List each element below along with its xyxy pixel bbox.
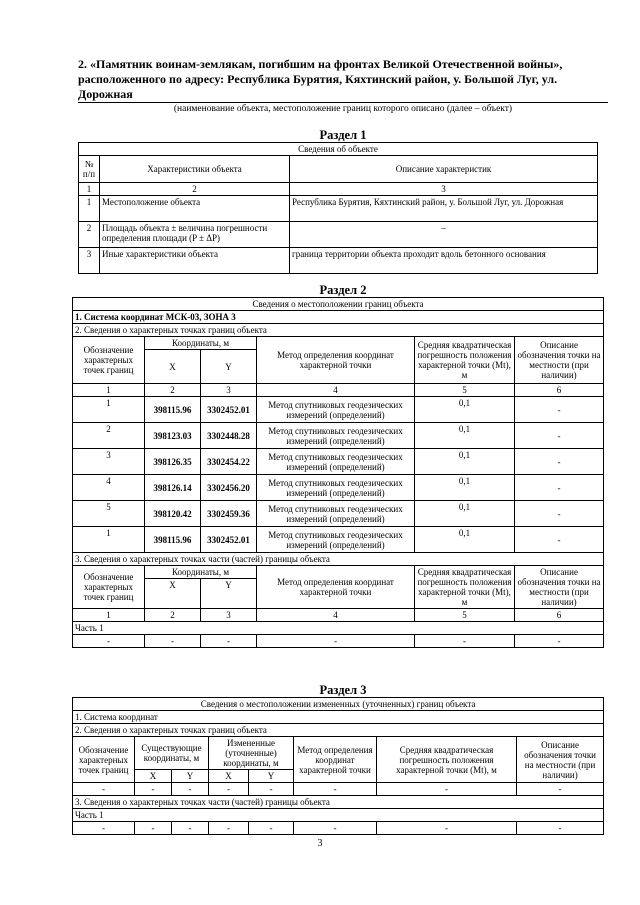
point-label: 1 xyxy=(73,397,145,423)
header-characteristics: Характеристики объекта xyxy=(100,156,290,183)
object-title: 2. «Памятник воинам-землякам, погибшим на фронтах Великой Отечественной войны», расположенного по адресу: Республика Бурятия, Кяхтинский район, у. Большой Луг, ул. Дорожная xyxy=(78,57,563,101)
row-num: 3 xyxy=(79,248,100,274)
empty-cell: - xyxy=(145,635,201,648)
empty-cell: - xyxy=(257,635,415,648)
col-number: 6 xyxy=(515,609,604,622)
col-number: 5 xyxy=(415,384,515,397)
coord-x: 398115.96 xyxy=(145,397,201,423)
header-x: X xyxy=(135,770,172,783)
points-title: 2. Сведения о характерных точках границ объекта xyxy=(73,324,604,337)
method: Метод спутниковых геодезических измерений (определений) xyxy=(257,475,415,501)
object-subtitle: (наименование объекта, местоположение границ которого описано (далее – объект) xyxy=(78,102,608,114)
coord-y: 3302454.22 xyxy=(201,449,257,475)
part-label: Часть 1 xyxy=(73,622,604,635)
table-row xyxy=(73,822,604,835)
point-label: 1 xyxy=(73,527,145,553)
coord-y: 3302459.36 xyxy=(201,501,257,527)
empty-cell: - xyxy=(73,822,135,835)
parts-title: 3. Сведения о характерных точках части (частей) границы объекта xyxy=(73,553,604,566)
header-method: Метод определения координат характерной точки xyxy=(294,737,377,783)
section-2-title: Раздел 2 xyxy=(319,283,367,297)
empty-cell: - xyxy=(209,783,249,796)
header-method: Метод определения координат характерной точки xyxy=(257,566,415,609)
section-2-table xyxy=(72,297,604,648)
method: Метод спутниковых геодезических измерений (определений) xyxy=(257,423,415,449)
col-number: 3 xyxy=(201,384,257,397)
header-y: Y xyxy=(201,350,257,384)
row-description: – xyxy=(290,222,598,248)
header-num: № п/п xyxy=(79,156,100,183)
empty-cell: - xyxy=(73,635,145,648)
section-3-table xyxy=(72,697,604,835)
coord-y: 3302456.20 xyxy=(201,475,257,501)
header-y: Y xyxy=(249,770,294,783)
point-description: - xyxy=(515,423,604,449)
empty-cell: - xyxy=(515,635,604,648)
points-title: 2. Сведения о характерных точках границ объекта xyxy=(73,724,604,737)
coord-x: 398126.35 xyxy=(145,449,201,475)
parts-title: 3. Сведения о характерных точках части (частей) границы объекта xyxy=(73,796,604,809)
error-value: 0,1 xyxy=(415,475,515,501)
coordinate-system: 1. Система координат МСК-03, ЗОНА 3 xyxy=(73,311,604,324)
point-description: - xyxy=(515,449,604,475)
col-number: 2 xyxy=(145,609,201,622)
empty-cell: - xyxy=(294,783,377,796)
row-characteristic: Местоположение объекта xyxy=(100,196,290,222)
method: Метод спутниковых геодезических измерений (определений) xyxy=(257,449,415,475)
empty-cell: - xyxy=(249,783,294,796)
header-point: Обозначение характерных точек границ xyxy=(73,337,145,384)
header-point: Обозначение характерных точек границ xyxy=(73,566,145,609)
header-x: X xyxy=(209,770,249,783)
error-value: 0,1 xyxy=(415,397,515,423)
empty-cell: - xyxy=(249,822,294,835)
table-row xyxy=(73,783,604,796)
header-x: X xyxy=(145,350,201,384)
empty-cell: - xyxy=(415,635,515,648)
col-number: 4 xyxy=(257,384,415,397)
point-label: 2 xyxy=(73,423,145,449)
row-num: 1 xyxy=(79,196,100,222)
col-number: 1 xyxy=(73,384,145,397)
table-row xyxy=(73,423,604,449)
section-1-table xyxy=(78,142,598,274)
empty-cell: - xyxy=(73,783,135,796)
error-value: 0,1 xyxy=(415,501,515,527)
table-row xyxy=(79,222,598,248)
header-error: Средняя квадратическая погрешность положения характерной точки (Mt), м xyxy=(415,337,515,384)
header-point: Обозначение характерных точек границ xyxy=(73,737,135,783)
empty-cell: - xyxy=(377,822,517,835)
col-number: 3 xyxy=(290,183,598,196)
row-description: граница территории объекта проходит вдоль бетонного основания xyxy=(290,248,598,274)
empty-cell: - xyxy=(135,822,172,835)
error-value: 0,1 xyxy=(415,527,515,553)
header-coordinates: Координаты, м xyxy=(145,566,257,579)
error-value: 0,1 xyxy=(415,423,515,449)
header-method: Метод определения координат характерной точки xyxy=(257,337,415,384)
coord-y: 3302452.01 xyxy=(201,527,257,553)
method: Метод спутниковых геодезических измерений (определений) xyxy=(257,501,415,527)
section-3-caption: Сведения о местоположении измененных (уточненных) границ объекта xyxy=(73,698,604,711)
section-1-title: Раздел 1 xyxy=(319,128,367,142)
point-description: - xyxy=(515,397,604,423)
empty-cell: - xyxy=(172,783,209,796)
coord-x: 398120.42 xyxy=(145,501,201,527)
point-description: - xyxy=(515,501,604,527)
empty-cell: - xyxy=(294,822,377,835)
col-number: 3 xyxy=(201,609,257,622)
header-y: Y xyxy=(201,579,257,609)
col-number: 6 xyxy=(515,384,604,397)
empty-cell: - xyxy=(377,783,517,796)
table-row xyxy=(73,527,604,553)
row-description: Республика Бурятия, Кяхтинский район, у. Большой Луг, ул. Дорожная xyxy=(290,196,598,222)
point-label: 5 xyxy=(73,501,145,527)
table-row xyxy=(79,196,598,222)
header-coordinates: Координаты, м xyxy=(145,337,257,350)
header-description: Описание характеристик xyxy=(290,156,598,183)
table-row xyxy=(73,397,604,423)
method: Метод спутниковых геодезических измерений (определений) xyxy=(257,397,415,423)
row-num: 2 xyxy=(79,222,100,248)
table-row xyxy=(73,449,604,475)
table-row xyxy=(73,475,604,501)
header-point-description: Описание обозначения точки на местности (при наличии) xyxy=(515,337,604,384)
section-3-title: Раздел 3 xyxy=(319,683,367,697)
col-number: 5 xyxy=(415,609,515,622)
table-row xyxy=(73,501,604,527)
point-description: - xyxy=(515,475,604,501)
empty-cell: - xyxy=(201,635,257,648)
empty-cell: - xyxy=(517,783,604,796)
table-row xyxy=(73,635,604,648)
coord-y: 3302452.01 xyxy=(201,397,257,423)
coord-y: 3302448.28 xyxy=(201,423,257,449)
header-existing-coords: Существующие координаты, м xyxy=(135,737,209,770)
header-point-description: Описание обозначения точки на местности (при наличии) xyxy=(517,737,604,783)
header-error: Средняя квадратическая погрешность положения характерной точки (Mt), м xyxy=(415,566,515,609)
coordinate-system: 1. Система координат xyxy=(73,711,604,724)
point-description: - xyxy=(515,527,604,553)
header-changed-coords: Измененные (уточненные) координаты, м xyxy=(209,737,294,770)
page-number: 3 xyxy=(317,838,323,849)
empty-cell: - xyxy=(135,783,172,796)
col-number: 1 xyxy=(73,609,145,622)
empty-cell: - xyxy=(517,822,604,835)
col-number: 1 xyxy=(79,183,100,196)
table-row xyxy=(79,248,598,274)
empty-cell: - xyxy=(209,822,249,835)
row-characteristic: Иные характеристики объекта xyxy=(100,248,290,274)
coord-x: 398115.96 xyxy=(145,527,201,553)
header-x: X xyxy=(145,579,201,609)
header-error: Средняя квадратическая погрешность положения характерной точки (Mt), м xyxy=(377,737,517,783)
col-number: 2 xyxy=(100,183,290,196)
header-point-description: Описание обозначения точки на местности (при наличии) xyxy=(515,566,604,609)
coord-x: 398126.14 xyxy=(145,475,201,501)
coord-x: 398123.03 xyxy=(145,423,201,449)
row-characteristic: Площадь объекта ± величина погрешности определения площади (P ± ΔP) xyxy=(100,222,290,248)
part-label: Часть 1 xyxy=(73,809,604,822)
col-number: 2 xyxy=(145,384,201,397)
section-1-caption: Сведения об объекте xyxy=(79,143,598,156)
col-number: 4 xyxy=(257,609,415,622)
section-2-caption: Сведения о местоположении границ объекта xyxy=(73,298,604,311)
header-y: Y xyxy=(172,770,209,783)
method: Метод спутниковых геодезических измерений (определений) xyxy=(257,527,415,553)
error-value: 0,1 xyxy=(415,449,515,475)
empty-cell: - xyxy=(172,822,209,835)
point-label: 3 xyxy=(73,449,145,475)
point-label: 4 xyxy=(73,475,145,501)
